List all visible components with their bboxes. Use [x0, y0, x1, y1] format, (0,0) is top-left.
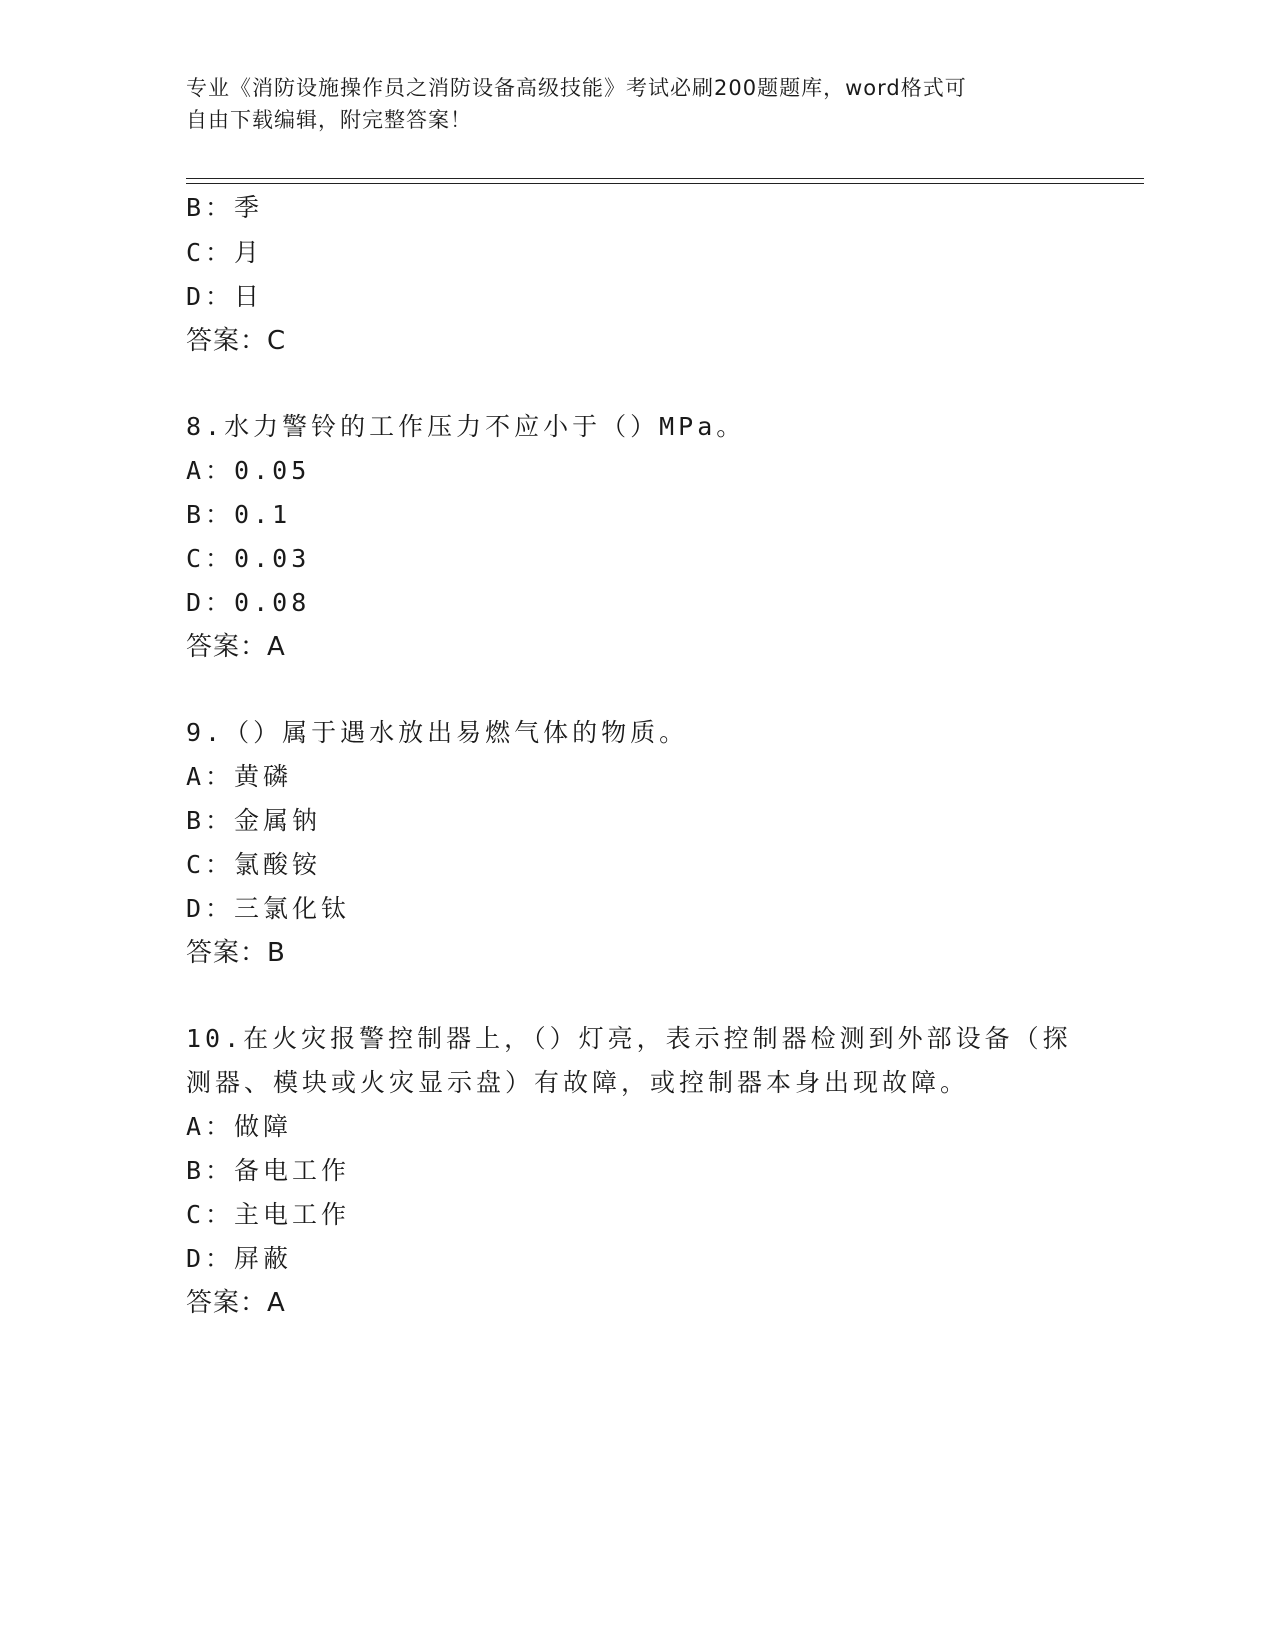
header-line-1: 专业《消防设施操作员之消防设备高级技能》考试必刷200题题库，word格式可 — [186, 76, 967, 100]
q10-option-b: B：备电工作 — [186, 1156, 351, 1185]
header-divider-top — [186, 178, 1144, 179]
q9-answer: 答案：B — [186, 938, 286, 968]
q10-option-a: A：做障 — [186, 1112, 293, 1141]
q8-option-b: B：0.1 — [186, 500, 292, 529]
q8-answer: 答案：A — [186, 632, 286, 662]
q10-option-d: D：屏蔽 — [186, 1244, 293, 1273]
q10-option-c: C：主电工作 — [186, 1200, 351, 1229]
q10-stem-line-1: 10.在火灾报警控制器上，（）灯亮，表示控制器检测到外部设备（探 — [186, 1024, 1072, 1053]
q8-option-c: C：0.03 — [186, 544, 311, 573]
prev-option-c: C：月 — [186, 238, 264, 267]
q8-stem: 8.水力警铃的工作压力不应小于（）MPa。 — [186, 412, 746, 441]
header-line-2: 自由下载编辑，附完整答案！ — [186, 108, 472, 132]
q9-option-a: A：黄磷 — [186, 762, 293, 791]
q9-stem: 9.（）属于遇水放出易燃气体的物质。 — [186, 718, 689, 747]
prev-answer: 答案：C — [186, 326, 287, 356]
q9-option-d: D：三氯化钛 — [186, 894, 351, 923]
q10-answer: 答案：A — [186, 1288, 286, 1318]
header-divider-bottom — [186, 183, 1144, 184]
q9-option-c: C：氯酸铵 — [186, 850, 322, 879]
q9-option-b: B：金属钠 — [186, 806, 322, 835]
q8-option-d: D：0.08 — [186, 588, 311, 617]
prev-option-d: D：日 — [186, 282, 264, 311]
document-header — [186, 72, 1066, 136]
q8-option-a: A：0.05 — [186, 456, 311, 485]
q10-stem-line-2: 测器、模块或火灾显示盘）有故障，或控制器本身出现故障。 — [186, 1068, 970, 1097]
prev-option-b: B：季 — [186, 193, 264, 222]
